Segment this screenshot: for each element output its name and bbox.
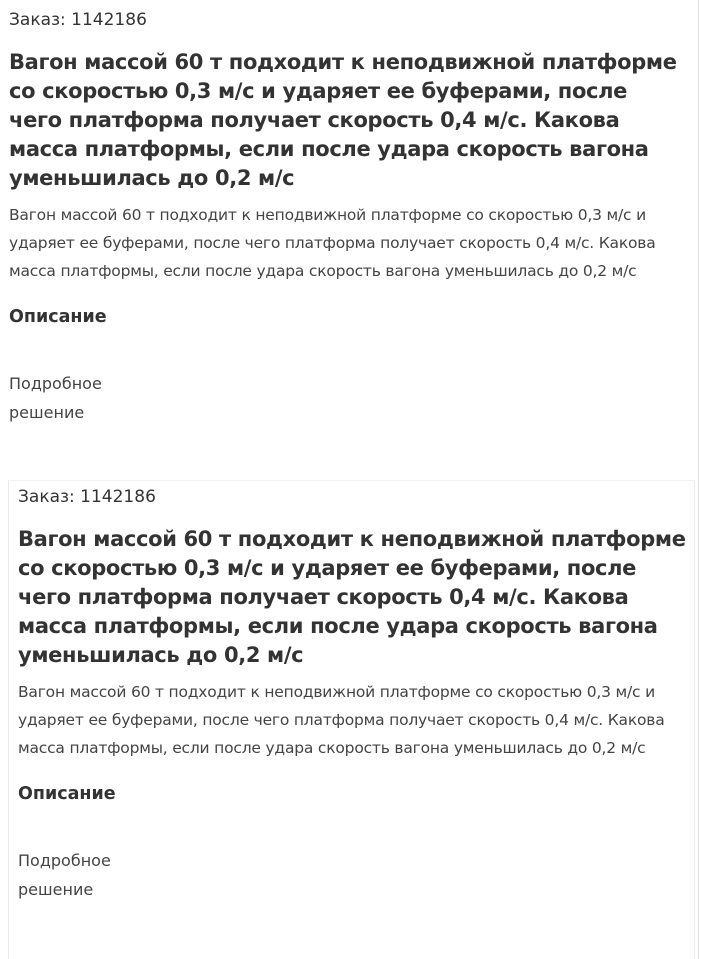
detailed-solution-link[interactable]: Подробное решение [9,374,102,422]
page-border [698,0,699,959]
detailed-solution-link[interactable]: Подробное решение [18,851,111,899]
order-number: Заказ: 1142186 [9,10,147,30]
description-heading: Описание [9,307,107,327]
task-title: Вагон массой 60 т подходит к неподвижной платформе со скоростью 0,3 м/с и ударяет ее буферами, после чего платформа получает скорость 0,4 м/с. Какова масса платформы, если после удара скорость вагона уменьшилась до 0,2 м/с [9,50,677,190]
order-card [9,9,695,427]
order-card-nested [18,486,694,904]
order-number: Заказ: 1142186 [18,487,156,507]
task-text: Вагон массой 60 т подходит к неподвижной платформе со скоростью 0,3 м/с и ударяет ее буферами, после чего платформа получает скорость 0,4 м/с. Какова масса платформы, если после удара скорость вагона уменьшилась до 0,2 м/с [9,206,656,280]
description-heading: Описание [18,784,116,804]
task-text: Вагон массой 60 т подходит к неподвижной платформе со скоростью 0,3 м/с и ударяет ее буферами, после чего платформа получает скорость 0,4 м/с. Какова масса платформы, если после удара скорость вагона уменьшилась до 0,2 м/с [18,683,665,757]
task-title: Вагон массой 60 т подходит к неподвижной платформе со скоростью 0,3 м/с и ударяет ее буферами, после чего платформа получает скорость 0,4 м/с. Какова масса платформы, если после удара скорость вагона уменьшилась до 0,2 м/с [18,527,686,667]
